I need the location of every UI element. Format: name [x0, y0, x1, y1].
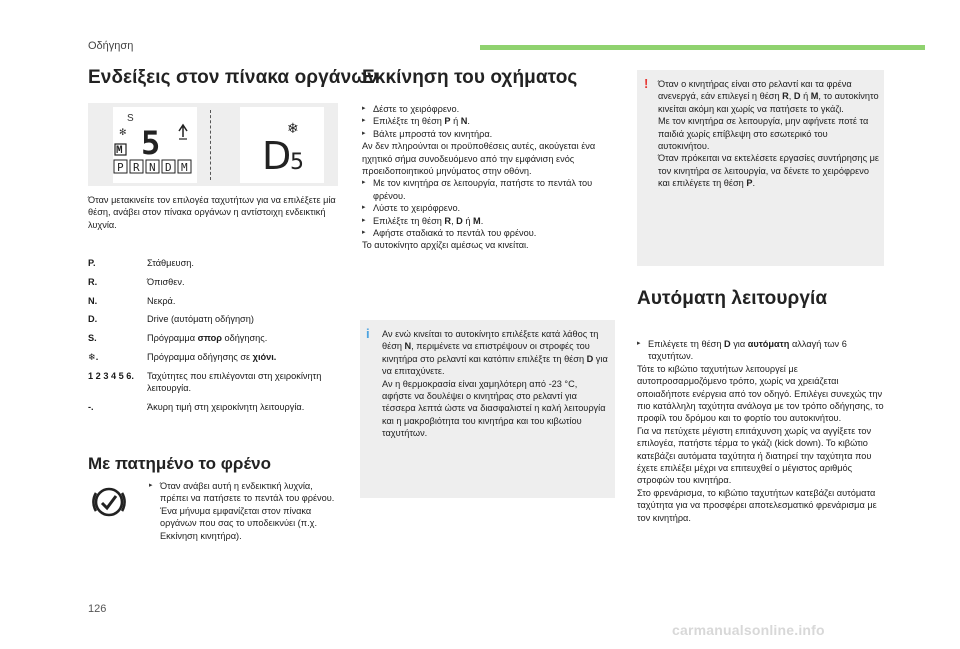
gear-r: R: [133, 161, 140, 174]
watermark: carmanualsonline.info: [672, 622, 825, 638]
section-accent-bar: [480, 45, 925, 50]
gear-display-right: [240, 107, 324, 183]
instrument-intro: Όταν μετακινείτε τον επιλογέα ταχυτήτων για να επιλέξετε μία θέση, ανάβει στον πίνακα οργάνων η αντίστοιχη ενδεικτική λυχνία.: [88, 195, 336, 230]
gear-selector-display-graphic: [113, 107, 197, 183]
section-label: Οδήγηση: [88, 40, 134, 52]
snowflake-icon: ❄: [287, 121, 299, 137]
svg-text:✻: ✻: [119, 128, 127, 138]
warning-icon: !: [644, 76, 649, 91]
gear-number-large: 5: [141, 124, 161, 162]
shift-up-arrow-icon: [179, 125, 187, 137]
gear-letter-d: D: [262, 134, 292, 178]
gear-p: P: [117, 161, 124, 174]
definition-row: ❄. Πρόγραμμα οδήγησης σε χιόνι.: [88, 351, 277, 362]
definition-row: 1 2 3 4 5 6. Ταχύτητες που επιλέγονται στη χειροκίνητη λειτουργία.: [88, 370, 322, 394]
start-vehicle-title: Εκκίνηση του οχήματος: [362, 67, 578, 88]
automatic-mode-text: ▸ Επιλέγετε τη θέση D για αυτόματη αλλαγή των 6 ταχυτήτων. Τότε το κιβώτιο ταχυτήτων λειτουργεί με αυτοπροσαρμοζόμενο τρόπο, χωρίς να χρειάζεται οποιαδήποτε ενέργεια από τον οδηγό. Επιλέγει συνεχώς την πιο κατάλληλη ταχύτητα ανάλογα με τον τρόπο οδήγησης, το προφίλ του δρόμου και το φορτίο του αυτοκινήτου. Για να πετύχετε μέγιστη επιτάχυνση χωρίς να αγγίξετε τον επιλογέα, πατήστε τέρμα το γκάζι (kick down). Το κιβώτιο κατεβάζει αυτόματα ταχύτητα ή διατηρεί την ταχύτητα που έχετε επιλέξει μέχρι να επιτευχθεί ο μέγιστος αριθμός στροφών του κινητήρα. Στο φρενάρισμα, το κιβώτιο ταχυτήτων κατεβάζει αυτόματα ταχύτητα για να προσφέρει αποτελεσματικό φρενάρισμα με τον κινητήρα.: [637, 338, 885, 524]
brake-subtitle: Με πατημένο το φρένο: [88, 454, 271, 473]
gear-row: [114, 160, 191, 174]
instrument-panel-title: Ενδείξεις στον πίνακα οργάνων: [88, 67, 379, 88]
gear-m: M: [181, 161, 188, 174]
gear-display-left: [113, 107, 197, 183]
definition-row: -. Άκυρη τιμή στη χειροκίνητη λειτουργία.: [88, 401, 305, 412]
definition-row: N. Νεκρά.: [88, 295, 176, 306]
info-icon: i: [366, 326, 370, 341]
gear-definitions: [88, 257, 338, 420]
definition-row: D. Drive (αυτόματη οδήγηση): [88, 314, 254, 325]
page-number: 126: [88, 603, 107, 615]
definition-row: S. Πρόγραμμα σπορ οδήγησης.: [88, 333, 268, 344]
gear-number-5: 5: [290, 150, 304, 175]
info-callout: i Αν ενώ κινείται το αυτοκίνητο επιλέξετε κατά λάθος τη θέση N, περιμένετε να επιστρέψουν οι στροφές του κινητήρα στο ρελαντί και κατόπιν επιλέξτε τη θέση D για να επιταχύνετε. Αν η θερμοκρασία είναι χαμηλότερη από -23 °C, αφήστε να δουλέψει ο κινητήρας στο ρελαντί για τέσσερα λεπτά ώστε να διασφαλιστεί η καλή λειτουργία και η μακροβιότητα του κινητήρα και του κιβωτίου ταχυτήτων.: [360, 320, 615, 498]
gear-d: D: [165, 161, 172, 174]
definition-row: R. Όπισθεν.: [88, 276, 185, 287]
start-steps: ▸ Δέστε το χειρόφρενο. ▸ Επιλέξτε τη θέση P ή N. ▸ Βάλτε μπροστά τον κινητήρα. Αν δεν πληρούνται οι προϋποθέσεις αυτές, ακούγεται ένα ηχητικό σήμα συνοδευόμενο από την εμφάνιση ενός προειδοποιητικού μηνύματος στην οθόνη. ▸ Με τον κινητήρα σε λειτουργία, πατήστε το πεντάλ του φρένου. ▸ Λύστε το χειρόφρενο. ▸ Επιλέξτε τη θέση R, D ή M. ▸ Αφήστε σταδιακά το πεντάλ του φρένου. Το αυτοκίνητο αρχίζει αμέσως να κινείται.: [362, 103, 614, 252]
automatic-mode-title: Αυτόματη λειτουργία: [637, 288, 828, 309]
gear-n: N: [149, 161, 156, 174]
brake-warning-icon: [88, 481, 130, 523]
display-separator: [210, 110, 211, 180]
definition-row: P. Στάθμευση.: [88, 258, 194, 268]
warning-callout: ! Όταν ο κινητήρας είναι στο ρελαντί και τα φρένα ανενεργά, εάν επιλεγεί η θέση R, D ή M, το αυτοκίνητο κινείται ακόμη και χωρίς να πατήσετε το γκάζι. Με τον κινητήρα σε λειτουργία, μην αφήνετε ποτέ τα παιδιά χωρίς επίβλεψη στο εσωτερικό του αυτοκινήτου. Όταν πρόκειται να εκτελέσετε εργασίες συντήρησης με τον κινητήρα σε λειτουργία, να δένετε το χειρόφρενο και επιλέγετε τη θέση P.: [637, 70, 884, 266]
sport-s-label: S: [127, 113, 134, 124]
manual-m-label: M: [116, 145, 123, 157]
brake-text: ▸ Όταν ανάβει αυτή η ενδεικτική λυχνία, πρέπει να πατήσετε το πεντάλ του φρένου. Ένα μήνυμα εμφανίζεται στον πίνακα οργάνων που σας το υποδεικνύει (π.χ. Εκκίνηση κινητήρα).: [149, 480, 339, 542]
